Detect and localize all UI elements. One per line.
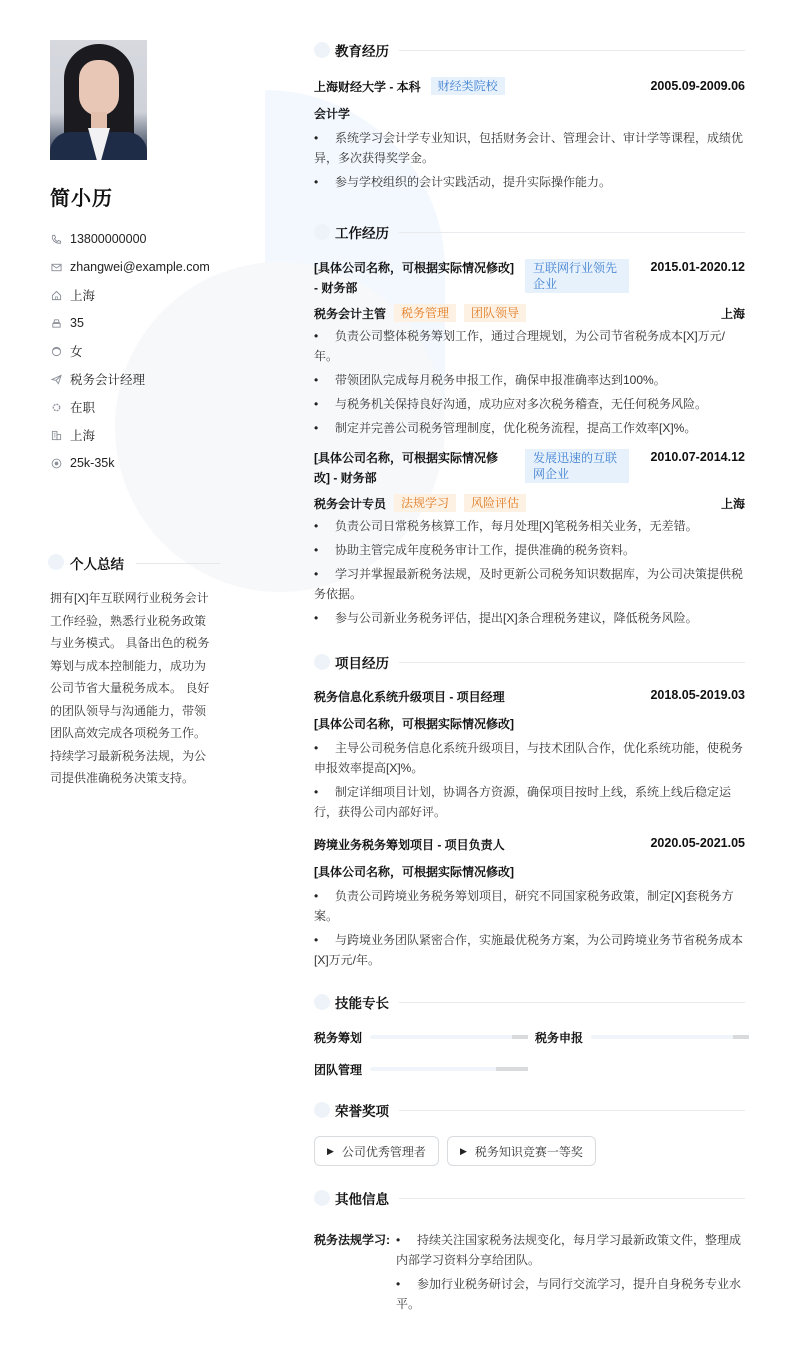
list-item: • 参与公司新业务税务评估，提出[X]条合理税务建议，降低税务风险。 (314, 611, 698, 625)
list-item: • 带领团队完成每月税务申报工作，确保申报准确率达到100%。 (314, 373, 666, 387)
skills-section (314, 992, 745, 1078)
other-info-bullets (396, 1226, 745, 1314)
work-title: 工作经历 (335, 226, 389, 241)
avatar-photo (50, 40, 147, 160)
sidebar (50, 40, 220, 790)
skill-name: 团队管理 (314, 1062, 363, 1077)
info-target-position (50, 365, 220, 393)
education-bullets (314, 128, 745, 192)
job-company: [具体公司名称，可根据实际情况修改] - 财务部 (314, 451, 498, 485)
honor-badge (314, 1136, 439, 1166)
section-divider (399, 1198, 745, 1199)
project-date: 2018.05-2019.03 (650, 688, 745, 702)
summary-title: 个人总结 (70, 557, 124, 572)
skills-title: 技能专长 (335, 996, 389, 1011)
skill-item (314, 1028, 535, 1046)
list-item: • 与跨境业务团队紧密合作，实施最优税务方案，为公司跨境业务节省税务成本[X]万元/年。 (314, 933, 744, 967)
company-tag: 发展迅速的互联网企业 (525, 449, 629, 483)
job-location: 上海 (720, 496, 745, 511)
projects-header (314, 652, 745, 672)
major: 会计学 (314, 107, 351, 121)
skill-item (314, 1060, 535, 1078)
job-bullets (314, 516, 745, 628)
section-divider (399, 50, 745, 51)
main-content (314, 40, 745, 1314)
skill-item (535, 1028, 749, 1046)
education-header (314, 40, 745, 60)
school-name: 上海财经大学 - 本科 (314, 79, 421, 94)
projects-section (314, 652, 745, 970)
project-bullets (314, 738, 745, 822)
gender-icon (50, 345, 62, 357)
honor-label: 公司优秀管理者 (341, 1144, 426, 1159)
job-entry (314, 448, 745, 628)
other-info-section (314, 1188, 745, 1314)
list-item: • 参加行业税务研讨会，与同行交流学习，提升自身税务专业水平。 (396, 1277, 742, 1311)
target-position-value: 税务会计经理 (70, 373, 146, 387)
age-icon (50, 317, 62, 329)
list-item: • 主导公司税务信息化系统升级项目，与技术团队合作，优化系统功能，使税务申报效率提高[X]%。 (314, 741, 744, 775)
section-dot-icon (314, 654, 330, 670)
school-tag: 财经类院校 (431, 77, 505, 95)
summary-section-header (50, 553, 220, 573)
section-dot-icon (48, 554, 64, 570)
candidate-name: 简小历 (50, 188, 113, 210)
contact-info-list (50, 225, 220, 477)
gender-value: 女 (70, 345, 83, 359)
info-status (50, 393, 220, 421)
project-bullets (314, 886, 745, 970)
section-dot-icon (314, 224, 330, 240)
status-value: 在职 (70, 401, 96, 415)
project-company: [具体公司名称，可根据实际情况修改] (314, 865, 514, 879)
info-phone (50, 225, 220, 253)
skill-tag: 法规学习 (394, 494, 456, 512)
education-title: 教育经历 (335, 44, 389, 59)
list-item: • 协助主管完成年度税务审计工作，提供准确的税务资料。 (314, 543, 636, 557)
project-date: 2020.05-2021.05 (650, 836, 745, 850)
skill-name: 税务申报 (535, 1030, 584, 1045)
other-info-row (314, 1226, 745, 1314)
phone-value: 13800000000 (70, 232, 147, 246)
phone-icon (50, 233, 62, 245)
skill-tag: 风险评估 (464, 494, 526, 512)
info-gender (50, 337, 220, 365)
job-entry (314, 258, 745, 438)
section-dot-icon (314, 1190, 330, 1206)
job-date: 2010.07-2014.12 (650, 450, 745, 464)
other-info-label: 税务法规学习: (314, 1233, 390, 1247)
residence-value: 上海 (70, 289, 96, 303)
target-city-value: 上海 (70, 429, 96, 443)
project-name: 税务信息化系统升级项目 - 项目经理 (314, 690, 505, 704)
list-item: • 学习并掌握最新税务法规，及时更新公司税务知识数据库，为公司决策提供税务依据。 (314, 567, 744, 601)
play-triangle-icon: ▶ (459, 1145, 467, 1156)
work-header (314, 222, 745, 242)
list-item: • 负责公司整体税务筹划工作，通过合理规划，为公司节省税务成本[X]万元/年。 (314, 329, 726, 363)
info-salary (50, 449, 220, 477)
info-residence (50, 281, 220, 309)
job-location: 上海 (720, 306, 745, 321)
section-dot-icon (314, 42, 330, 58)
list-item: • 持续关注国家税务法规变化，每月学习最新政策文件，整理成内部学习资料分享给团队。 (396, 1233, 742, 1267)
home-icon (50, 289, 62, 301)
play-triangle-icon: ▶ (327, 1145, 334, 1156)
other-info-title: 其他信息 (335, 1192, 389, 1207)
salary-value: 25k-35k (70, 456, 115, 470)
company-tag: 互联网行业领先企业 (525, 259, 629, 293)
job-bullets (314, 326, 745, 438)
salary-icon (50, 457, 62, 469)
section-divider (399, 232, 745, 233)
project-name: 跨境业务税务筹划项目 - 项目负责人 (314, 838, 505, 852)
education-date: 2005.09-2009.06 (650, 79, 745, 93)
honors-section (314, 1100, 745, 1166)
info-target-city (50, 421, 220, 449)
info-email (50, 253, 220, 281)
skill-level-bar (591, 1035, 749, 1039)
list-item: • 制定详细项目计划，协调各方资源，确保项目按时上线，系统上线后稳定运行，获得公司内部好评。 (314, 785, 732, 819)
skill-tag: 税务管理 (394, 304, 456, 322)
honors-title: 荣誉奖项 (335, 1104, 389, 1119)
work-section (314, 222, 745, 628)
section-dot-icon (314, 1102, 330, 1118)
skill-level-bar (370, 1035, 528, 1039)
honor-badge (447, 1136, 596, 1166)
section-divider (136, 563, 220, 564)
list-item: • 与税务机关保持良好沟通，成功应对多次税务稽查，无任何税务风险。 (314, 397, 708, 411)
skill-level-bar (370, 1067, 528, 1071)
list-item: • 系统学习会计学专业知识，包括财务会计、管理会计、审计学等课程，成绩优异，多次获得奖学金。 (314, 131, 744, 165)
other-info-header (314, 1188, 745, 1208)
job-date: 2015.01-2020.12 (650, 260, 745, 274)
section-divider (399, 1002, 745, 1003)
job-role: 税务会计专员 (314, 496, 387, 511)
job-role: 税务会计主管 (314, 306, 387, 321)
email-value: zhangwei@example.com (70, 260, 210, 274)
info-age (50, 309, 220, 337)
list-item: • 制定并完善公司税务管理制度，优化税务流程，提高工作效率[X]%。 (314, 421, 697, 435)
section-divider (399, 662, 745, 663)
honor-label: 税务知识竞赛一等奖 (474, 1144, 583, 1159)
list-item: • 负责公司跨境业务税务筹划项目，研究不同国家税务政策，制定[X]套税务方案。 (314, 889, 734, 923)
age-value: 35 (70, 316, 84, 330)
job-company: [具体公司名称，可根据实际情况修改] - 财务部 (314, 261, 514, 295)
mail-icon (50, 261, 62, 273)
summary-text: 拥有[X]年互联网行业税务会计工作经验，熟悉行业税务政策与业务模式。 具备出色的税务筹划与成本控制能力，成功为公司节省大量税务成本。 良好的团队领导与沟通能力，带领团队高效完成各项税务工作。 持续学习最新税务法规，为公司提供准确税务决策支持。 (50, 591, 210, 785)
list-item: • 参与学校组织的会计实践活动，提升实际操作能力。 (314, 175, 612, 189)
send-icon (50, 373, 62, 385)
skills-header (314, 992, 745, 1012)
honors-header (314, 1100, 745, 1120)
section-dot-icon (314, 994, 330, 1010)
section-divider (399, 1110, 745, 1111)
project-entry (314, 688, 745, 822)
list-item: • 负责公司日常税务核算工作，每月处理[X]笔税务相关业务，无差错。 (314, 519, 698, 533)
project-entry (314, 836, 745, 970)
project-company: [具体公司名称，可根据实际情况修改] (314, 717, 514, 731)
projects-title: 项目经历 (335, 656, 389, 671)
skill-tag: 团队领导 (464, 304, 526, 322)
skill-name: 税务筹划 (314, 1030, 363, 1045)
education-section (314, 40, 745, 192)
building-icon (50, 429, 62, 441)
status-icon (50, 401, 62, 413)
